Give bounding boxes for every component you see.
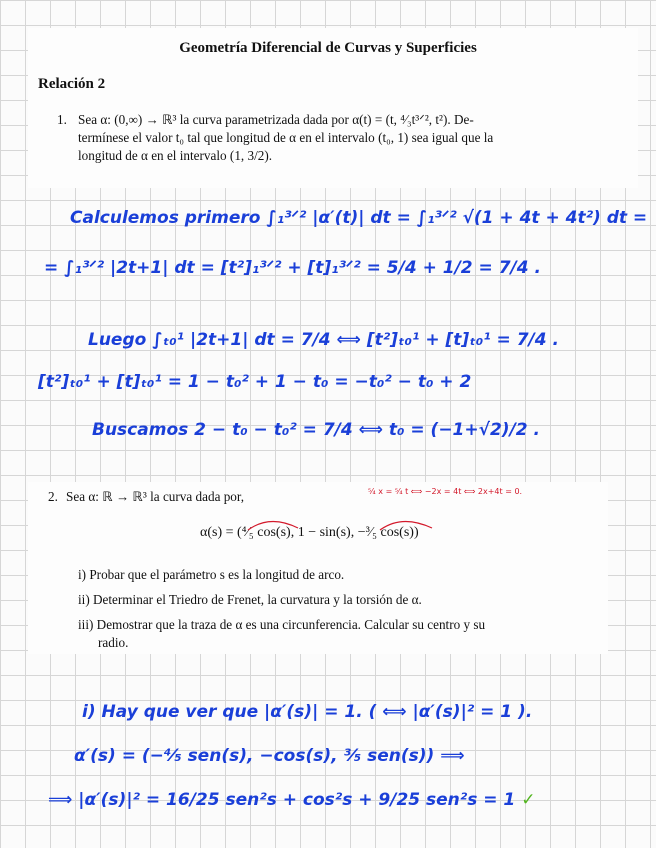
problem-1-line-2: termínese el valor t₀ tal que longitud de α en el intervalo (t₀, 1) sea igual que la [78, 130, 494, 145]
problem-1-line-1: Sea α: (0,∞) → ℝ³ la curva parametrizada dada por α(t) = (t, ⁴⁄₃t³ᐟ², t²). De- [78, 112, 474, 127]
red-margin-note: ⁵⁄₄ x = ⁵⁄₄ t ⟺ −2x = 4t ⟺ 2x+4t = 0. [368, 487, 523, 496]
handwritten-line-5: Buscamos 2 − t₀ − t₀² = 7/4 ⟺ t₀ = (−1+√2)/2 . [92, 420, 540, 440]
handwritten-line-3: Luego ∫ₜ₀¹ |2t+1| dt = 7/4 ⟺ [t²]ₜ₀¹ + [t]ₜ₀¹ = 7/4 . [88, 330, 559, 350]
handwritten-part-i-line-1: i) Hay que ver que |α′(s)| = 1. ( ⟺ |α′(s)|² = 1 ). [82, 702, 533, 722]
handwritten-part-i-line-3-text: ⟹ |α′(s)|² = 16/25 sen²s + cos²s + 9/25 sen²s = 1 [48, 790, 516, 810]
problem-2-item-ii: ii) Determinar el Triedro de Frenet, la curvatura y la torsión de α. [78, 592, 422, 607]
problem-2-item-iii: iii) Demostrar que la traza de α es una circunferencia. Calcular su centro y su [78, 617, 486, 632]
problem-1-number: 1. [57, 112, 67, 127]
problem-2-item-i: i) Probar que el parámetro s es la longitud de arco. [78, 567, 345, 582]
check-mark-icon: ✓ [521, 790, 536, 810]
handwritten-part-i-line-2: α′(s) = (−⁴⁄₅ sen(s), −cos(s), ³⁄₅ sen(s)) ⟹ [74, 746, 465, 766]
handwritten-line-2: = ∫₁³ᐟ² |2t+1| dt = [t²]₁³ᐟ² + [t]₁³ᐟ² = 5/4 + 1/2 = 7/4 . [44, 258, 541, 278]
curve-formula: α(s) = (⁴⁄₅ cos(s), 1 − sin(s), −³⁄₅ cos(s)) [200, 525, 419, 540]
problem-2-line-1: Sea α: ℝ → ℝ³ la curva dada por, [66, 489, 245, 504]
problem-2-item-iii-cont: radio. [98, 635, 129, 650]
problem-1 [58, 111, 620, 165]
problem-1-line-3: longitud de α en el intervalo (1, 3/2). [78, 148, 273, 163]
document-title: Geometría Diferencial de Curvas y Superficies [179, 40, 477, 56]
handwritten-line-1: Calculemos primero ∫₁³ᐟ² |α′(t)| dt = ∫₁³ᐟ² √(1 + 4t + 4t²) dt = [70, 208, 648, 228]
handwritten-line-4: [t²]ₜ₀¹ + [t]ₜ₀¹ = 1 − t₀² + 1 − t₀ = −t₀² − t₀ + 2 [38, 372, 472, 392]
handwritten-part-i-line-3 [48, 790, 535, 810]
problem-2-number: 2. [48, 489, 58, 504]
problem-2 [48, 488, 598, 506]
red-arc-annotations [240, 512, 440, 532]
section-heading: Relación 2 [38, 76, 106, 92]
